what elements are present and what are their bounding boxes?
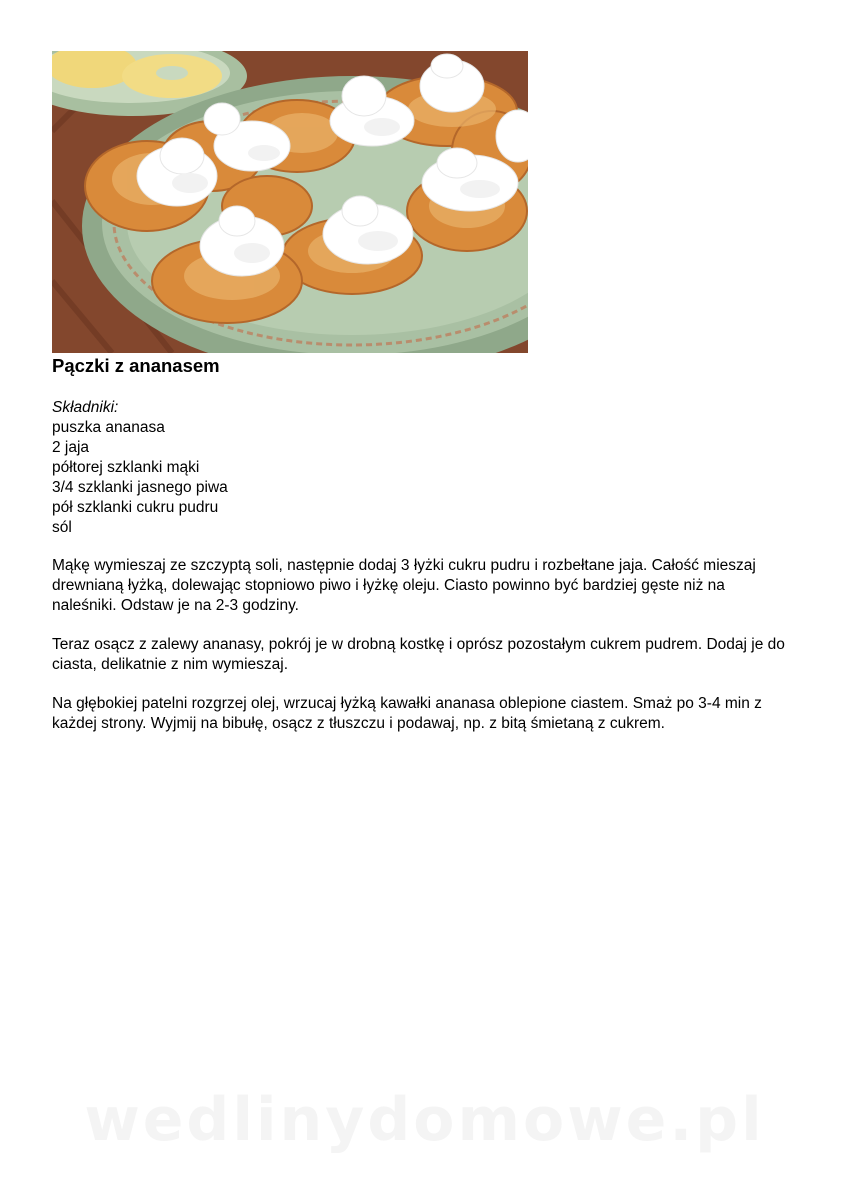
ingredient-item: 2 jaja [52, 439, 90, 456]
ingredients-list [52, 418, 228, 538]
ingredients-label: Składniki: [52, 399, 119, 416]
ingredient-item: 3/4 szklanki jasnego piwa [52, 479, 228, 496]
ingredient-item: puszka ananasa [52, 419, 165, 436]
step-paragraph-3: Na głębokiej patelni rozgrzej olej, wrzucaj łyżką kawałki ananasa oblepione ciastem. Smaż po 3-4 min z każdej strony. Wyjmij na bibułę, osącz z tłuszczu i podawaj, np. z bitą śmietaną z cukrem. [52, 695, 762, 732]
step-paragraph-1: Mąkę wymieszaj ze szczyptą soli, następnie dodaj 3 łyżki cukru pudru i rozbełtane jaja. Całość mieszaj drewnianą łyżką, dolewając stopniowo piwo i łyżkę oleju. Ciasto powinno być bardziej gęste niż na naleśniki. Odstaw je na 2-3 godziny. [52, 557, 756, 614]
step-paragraph-2: Teraz osącz z zalewy ananasy, pokrój je w drobną kostkę i oprósz pozostałym cukrem pudrem. Dodaj je do ciasta, delikatnie z nim wymieszaj. [52, 636, 785, 673]
watermark: wedlinydomowe.pl [84, 1085, 765, 1155]
ingredients-section [52, 398, 228, 538]
ingredient-item: półtorej szklanki mąki [52, 459, 200, 476]
ingredient-item: sól [52, 519, 72, 536]
recipe-photo [52, 51, 528, 353]
recipe-title: Pączki z ananasem [52, 355, 220, 376]
ingredient-item: pół szklanki cukru pudru [52, 499, 219, 516]
